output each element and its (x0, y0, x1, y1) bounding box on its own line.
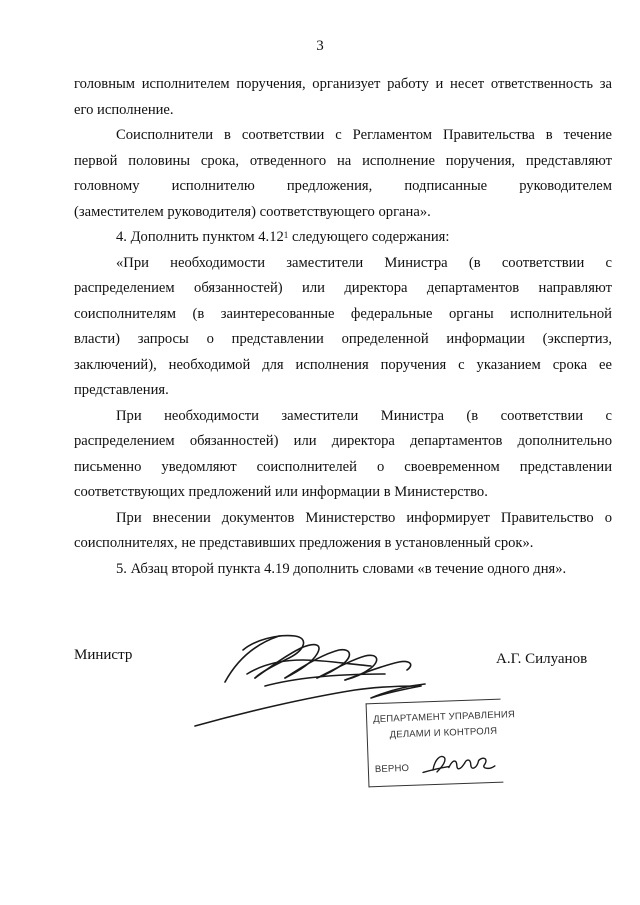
text-line: 5. Абзац второй пункта 4.19 дополнить словами «в течение одного дня». (116, 560, 567, 577)
paragraph-item-4 (74, 225, 612, 251)
paragraph-quote-requests (74, 251, 612, 404)
text-line: распределением обязанностей) или директора департаментов направляют (74, 280, 612, 296)
stamp-subdivision: ДЕЛАМИ И КОНТРОЛЯ (389, 725, 498, 741)
text-line: головному исполнителю предложения, подписанные руководителем (74, 178, 612, 194)
text-line: представления. (74, 382, 169, 398)
text-line: головным исполнителем поручения, организует работу и несет ответственность за (74, 76, 612, 92)
stamp-verified-label: ВЕРНО (374, 762, 410, 776)
signatory-name: А.Г. Силуанов (496, 651, 588, 667)
text-line: распределением обязанностей) или директора департаментов дополнительно (74, 433, 612, 449)
certification-stamp (366, 699, 516, 788)
paragraph-quote-inform (74, 506, 612, 557)
stamp-signature (418, 746, 499, 783)
paragraph-item-5 (74, 557, 612, 583)
item-4-text-end: следующего содержания: (288, 229, 450, 245)
text-line: письменно уведомляют соисполнителей о своевременном представлении (74, 458, 612, 475)
text-line: (заместителем руководителя) соответствующего органа». (74, 203, 431, 220)
text-line: При внесении документов Министерство информирует Правительство о (116, 509, 612, 526)
item-4-text: 4. Дополнить пунктом 4.12 (116, 229, 284, 245)
text-line (74, 225, 612, 251)
text-line: соисполнителям (в заинтересованные федеральные органы исполнительной (74, 305, 612, 322)
page-number: 3 (316, 38, 324, 54)
text-line: «При необходимости заместители Министра (в соответствии с (116, 254, 612, 271)
paragraph-continuation (74, 72, 612, 123)
document-body (74, 72, 612, 582)
paragraph-quote-notify (74, 404, 612, 506)
stamp-department: ДЕПАРТАМЕНТ УПРАВЛЕНИЯ (372, 709, 516, 726)
text-line: Соисполнители в соответствии с Регламентом Правительства в течение (116, 127, 612, 143)
text-line: соответствующих предложений или информации в Министерство. (74, 484, 488, 500)
text-line: власти) запросы о представлении определенной информации (экспертиз, (74, 331, 612, 347)
text-line: заключений), необходимой для исполнения поручения с указанием срока ее (74, 356, 612, 373)
signatory-title: Министр (74, 647, 133, 663)
item-4-superscript: 1 (283, 230, 289, 240)
text-line: соисполнителях, не представивших предложения в установленный срок». (74, 535, 534, 551)
text-line: При необходимости заместители Министра (в соответствии с (116, 407, 612, 424)
text-line: его исполнение. (74, 101, 174, 118)
text-line: первой половины срока, отведенного на исполнение поручения, представляют (74, 152, 612, 169)
paragraph-coexecutors (74, 123, 612, 225)
